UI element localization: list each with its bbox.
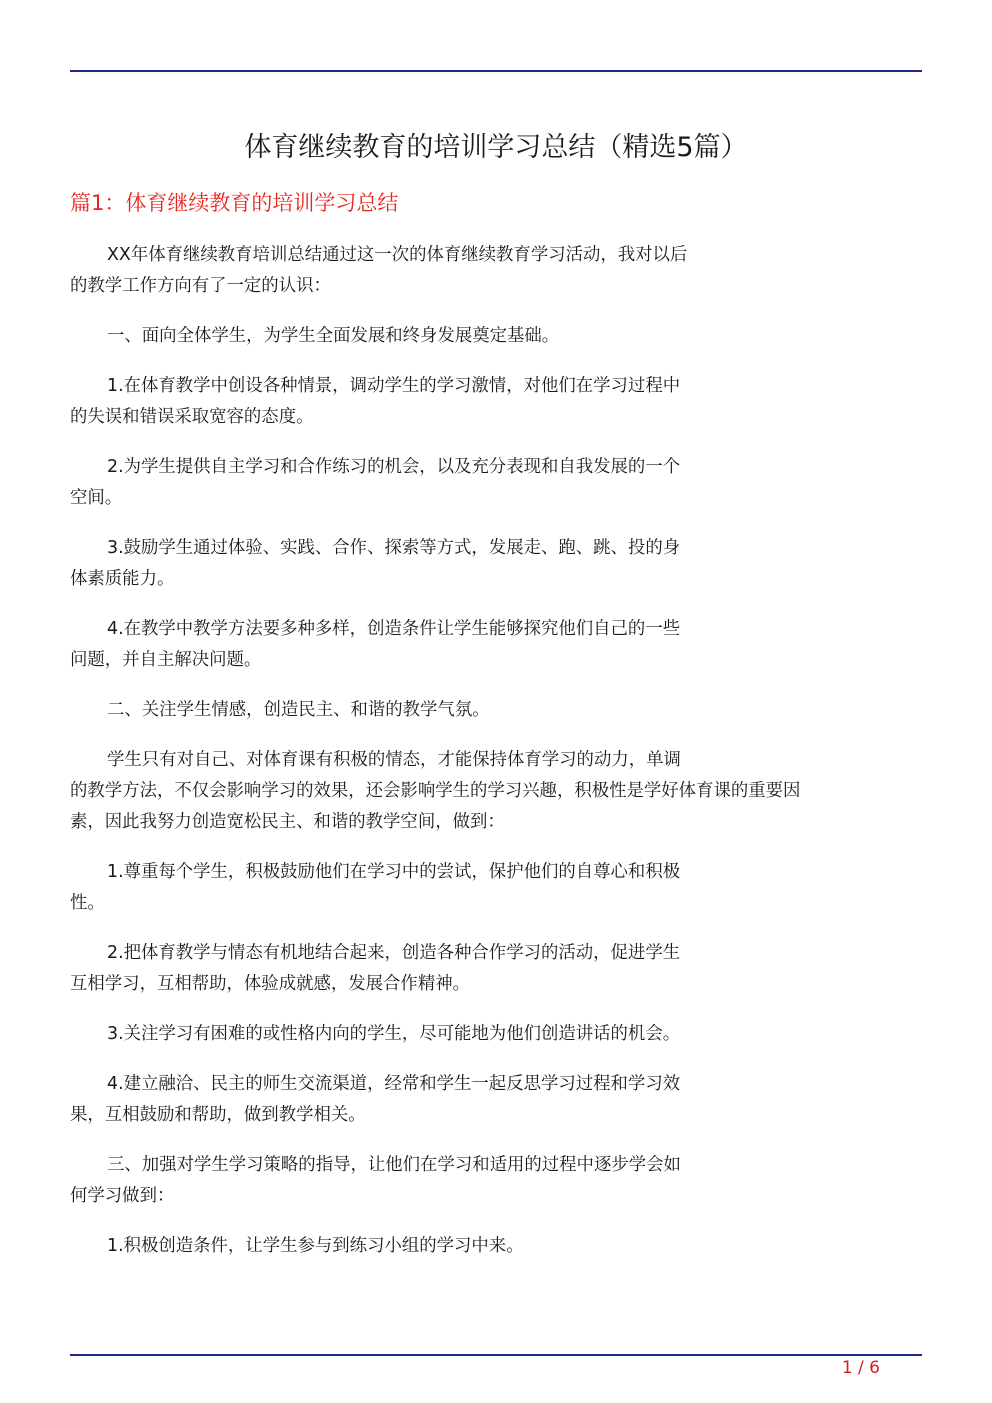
paragraph bbox=[70, 1231, 922, 1262]
paragraph bbox=[70, 533, 922, 595]
paragraph-line: 体素质能力。 bbox=[70, 569, 175, 589]
paragraph-line: 三、加强对学生学习策略的指导，让他们在学习和适用的过程中逐步学会如 bbox=[107, 1155, 681, 1175]
paragraph-line: 素，因此我努力创造宽松民主、和谐的教学空间，做到： bbox=[70, 812, 505, 832]
paragraph-line: 学生只有对自己、对体育课有积极的情态，才能保持体育学习的动力，单调 bbox=[107, 750, 681, 770]
paragraph bbox=[70, 1019, 922, 1050]
paragraph bbox=[70, 371, 922, 433]
paragraph-line: 2.为学生提供自主学习和合作练习的机会，以及充分表现和自我发展的一个 bbox=[107, 457, 681, 477]
footer-rule bbox=[70, 1354, 922, 1356]
paragraph-line: 3.关注学习有困难的或性格内向的学生，尽可能地为他们创造讲话的机会。 bbox=[107, 1024, 681, 1044]
paragraph-line: XX年体育继续教育培训总结通过这一次的体育继续教育学习活动，我对以后 bbox=[107, 245, 688, 265]
paragraph-line: 的失误和错误采取宽容的态度。 bbox=[70, 407, 314, 427]
paragraph bbox=[70, 452, 922, 514]
header-rule bbox=[70, 70, 922, 72]
paragraph bbox=[70, 614, 922, 676]
paragraph bbox=[70, 1150, 922, 1212]
paragraph-line: 二、关注学生情感，创造民主、和谐的教学气氛。 bbox=[107, 700, 490, 720]
paragraph-line: 1.积极创造条件，让学生参与到练习小组的学习中来。 bbox=[107, 1236, 524, 1256]
paragraph-line: 2.把体育教学与情态有机地结合起来，创造各种合作学习的活动，促进学生 bbox=[107, 943, 681, 963]
paragraph-line: 4.在教学中教学方法要多种多样，创造条件让学生能够探究他们自己的一些 bbox=[107, 619, 681, 639]
paragraph bbox=[70, 938, 922, 1000]
paragraph bbox=[70, 857, 922, 919]
paragraph-line: 一、面向全体学生，为学生全面发展和终身发展奠定基础。 bbox=[107, 326, 560, 346]
page-number: 1 / 6 bbox=[841, 1358, 880, 1378]
section-heading: 篇1：体育继续教育的培训学习总结 bbox=[70, 191, 399, 215]
paragraph-line: 4.建立融洽、民主的师生交流渠道，经常和学生一起反思学习过程和学习效 bbox=[107, 1074, 681, 1094]
paragraph-line: 1.尊重每个学生，积极鼓励他们在学习中的尝试，保护他们的自尊心和积极 bbox=[107, 862, 681, 882]
paragraph-line: 何学习做到： bbox=[70, 1186, 175, 1206]
paragraph bbox=[70, 321, 922, 352]
paragraph-line: 问题，并自主解决问题。 bbox=[70, 650, 262, 670]
paragraph-line: 性。 bbox=[70, 893, 105, 913]
paragraph-line: 空间。 bbox=[70, 488, 123, 508]
paragraph-line: 1.在体育教学中创设各种情景，调动学生的学习激情，对他们在学习过程中 bbox=[107, 376, 681, 396]
paragraph-line: 互相学习，互相帮助，体验成就感，发展合作精神。 bbox=[70, 974, 470, 994]
paragraph-line: 的教学方法，不仅会影响学习的效果，还会影响学生的学习兴趣，积极性是学好体育课的重要因 bbox=[70, 781, 801, 801]
paragraph bbox=[70, 695, 922, 726]
paragraph-line: 的教学工作方向有了一定的认识： bbox=[70, 276, 331, 296]
paragraph bbox=[70, 240, 922, 302]
paragraph bbox=[70, 745, 922, 838]
paragraph-line: 果，互相鼓励和帮助，做到教学相关。 bbox=[70, 1105, 366, 1125]
document-body bbox=[70, 240, 922, 1281]
paragraph bbox=[70, 1069, 922, 1131]
document-title: 体育继续教育的培训学习总结（精选5篇） bbox=[244, 132, 748, 163]
paragraph-line: 3.鼓励学生通过体验、实践、合作、探索等方式，发展走、跑、跳、投的身 bbox=[107, 538, 681, 558]
